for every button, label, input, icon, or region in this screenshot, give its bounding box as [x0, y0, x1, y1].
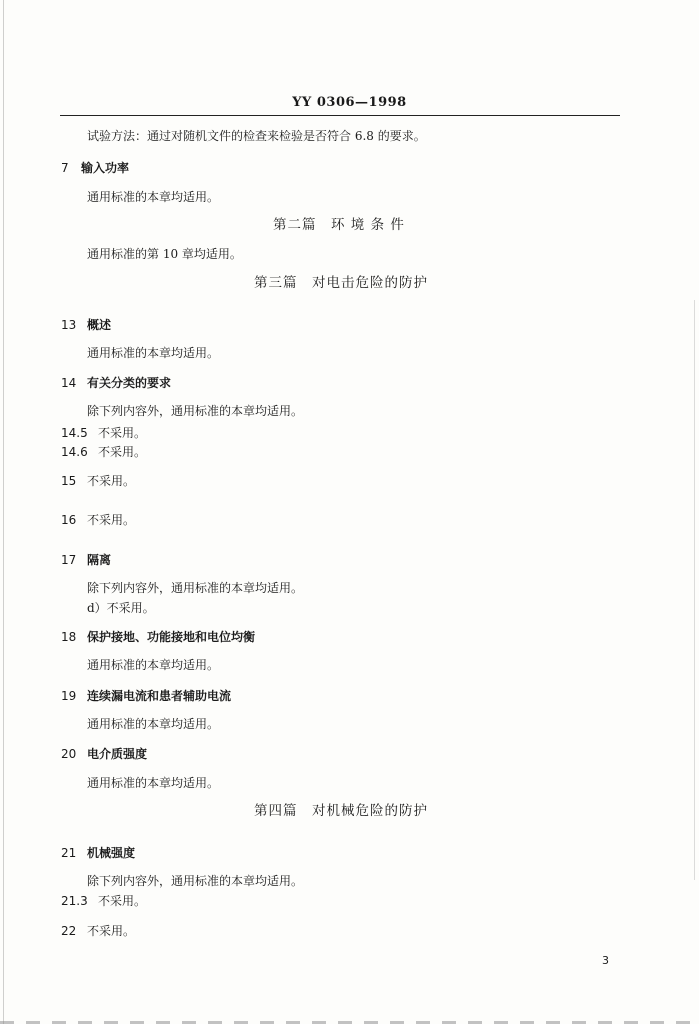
section-14-text: 除下列内容外，通用标准的本章均适用。 — [87, 404, 304, 418]
section-19-text: 通用标准的本章均适用。 — [87, 717, 220, 731]
section-21-3-text: 不采用。 — [98, 894, 147, 908]
section-17-text: 除下列内容外，通用标准的本章均适用。 — [87, 581, 304, 595]
part-2-title: 第二篇 环 境 条 件 — [273, 217, 405, 233]
section-18-number: 18 — [61, 630, 77, 644]
section-22-text: 不采用。 — [87, 924, 136, 938]
section-19-title: 连续漏电流和患者辅助电流 — [87, 689, 232, 703]
part-4-title: 第四篇 对机械危险的防护 — [254, 803, 428, 819]
section-17-item-d: d）不采用。 — [87, 601, 155, 615]
test-method-text: 试验方法：通过对随机文件的检查来检验是否符合 6.8 的要求。 — [87, 129, 426, 143]
section-22-number: 22 — [61, 924, 77, 938]
section-18-text: 通用标准的本章均适用。 — [87, 658, 220, 672]
section-16-text: 不采用。 — [87, 513, 136, 527]
section-20-number: 20 — [61, 747, 77, 761]
section-20-title: 电介质强度 — [87, 747, 148, 761]
section-14-6-number: 14.6 — [61, 445, 88, 459]
section-13-text: 通用标准的本章均适用。 — [87, 346, 220, 360]
section-17-number: 17 — [61, 553, 77, 567]
header-rule — [60, 115, 620, 116]
section-21-number: 21 — [61, 846, 77, 860]
section-14-6-text: 不采用。 — [98, 445, 147, 459]
section-21-3-number: 21.3 — [61, 894, 88, 908]
scan-edge-right — [694, 300, 695, 880]
section-21-title: 机械强度 — [87, 846, 136, 860]
standard-header: YY 0306—1998 — [292, 95, 407, 110]
section-13-number: 13 — [61, 318, 77, 332]
section-14-5-number: 14.5 — [61, 426, 88, 440]
section-7-title: 输入功率 — [81, 161, 130, 175]
section-14-5-text: 不采用。 — [98, 426, 147, 440]
section-14-number: 14 — [61, 376, 77, 390]
section-17-title: 隔离 — [87, 553, 112, 567]
section-20-text: 通用标准的本章均适用。 — [87, 776, 220, 790]
section-7-text: 通用标准的本章均适用。 — [87, 190, 220, 204]
section-21-text: 除下列内容外，通用标准的本章均适用。 — [87, 874, 304, 888]
page-number: 3 — [602, 954, 609, 967]
section-15-text: 不采用。 — [87, 474, 136, 488]
section-14-title: 有关分类的要求 — [87, 376, 172, 390]
section-7-number: 7 — [61, 161, 69, 175]
section-15-number: 15 — [61, 474, 77, 488]
section-16-number: 16 — [61, 513, 77, 527]
section-18-title: 保护接地、功能接地和电位均衡 — [87, 630, 256, 644]
section-19-number: 19 — [61, 689, 77, 703]
part-3-title: 第三篇 对电击危险的防护 — [254, 275, 428, 291]
part-2-text: 通用标准的第 10 章均适用。 — [87, 247, 242, 261]
section-13-title: 概述 — [87, 318, 112, 332]
scan-edge-left — [3, 0, 4, 1024]
